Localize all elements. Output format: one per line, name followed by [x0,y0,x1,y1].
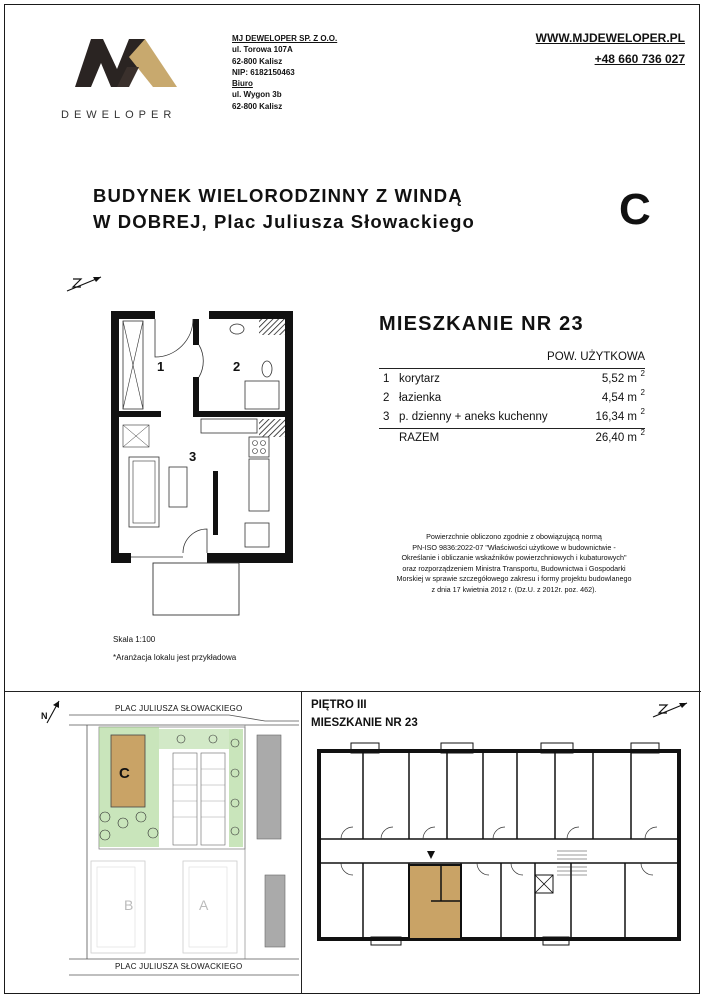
table-total-row: RAZEM 26,40 m 2 [399,428,645,444]
street-label-top: PLAC JULIUSZA SŁOWACKIEGO [115,704,243,713]
room-label-2: 2 [233,359,241,374]
company-logo-icon [67,27,187,107]
room-label-3: 3 [189,449,197,464]
site-building-a-label: A [199,897,209,913]
floor-north-arrow-icon [651,699,691,721]
plan-disclaimer: *Aranżacja lokalu jest przykładowa [113,653,237,662]
room-label-1: 1 [157,359,165,374]
logo-wordmark: DEWELOPER [61,109,177,121]
office-street: ul. Wygon 3b [232,90,282,100]
site-building-c-label: C [119,765,130,782]
company-city: 62-800 Kalisz [232,56,283,66]
north-label: N [41,711,48,721]
table-row: 2 łazienka 4,54 m 2 [383,388,645,404]
apartment-floor-plan [109,307,297,623]
apartment-title: MIESZKANIE NR 23 [379,313,584,335]
floor-apartment-label: MIESZKANIE NR 23 [311,717,418,729]
office-city: 62-800 Kalisz [232,101,283,111]
floor-title: PIĘTRO III [311,699,367,711]
site-plan-map [69,713,299,985]
website-link[interactable]: WWW.MJDEWELOPER.PL [535,31,685,45]
section-divider [5,691,701,692]
table-divider [379,428,645,429]
company-street: ul. Torowa 107A [232,45,293,55]
section-divider-vertical [301,691,302,994]
company-name: MJ DEWELOPER SP. Z O.O. [232,34,338,43]
office-label: Biuro [232,79,253,89]
street-label-bottom: PLAC JULIUSZA SŁOWACKIEGO [115,962,243,971]
table-divider [379,368,645,369]
room-area-table [379,347,645,457]
plan-scale: Skala 1:100 [113,635,156,644]
heading-line-2: W DOBREJ, Plac Juliusza Słowackiego [93,211,475,232]
company-nip: NIP: 6182150463 [232,67,295,77]
north-arrow-icon [65,273,105,295]
site-building-b-label: B [124,897,134,913]
heading-line-1: BUDYNEK WIELORODZINNY Z WINDĄ [93,185,463,206]
building-letter: C [619,185,651,234]
phone-link[interactable]: +48 660 736 027 [594,52,685,66]
company-info [232,33,337,112]
area-calculation-note: Powierzchnie obliczono zgodnie z obowiązującą normą PN-ISO 9836:2022-07 "Właściwości użytkowe w budownictwie - Określanie i obliczanie wskaźników powierzchniowych i kubaturowych" oraz rozporządzeniem Ministra Transportu, Budownictwa i Gospodarki Morskiej w sprawie szczegółowego zakresu i formy projektu budowlanego z dnia 17 kwietnia 2012 r. (Dz.U. z 2012r. poz. 462). [396,532,632,594]
plan-sheet [4,4,700,994]
floor-plan-map [311,739,691,949]
table-row: 3 p. dzienny + aneks kuchenny 16,34 m 2 [383,407,645,423]
area-header: POW. UŻYTKOWA [547,351,645,363]
table-row: 1 korytarz 5,52 m 2 [383,369,645,385]
